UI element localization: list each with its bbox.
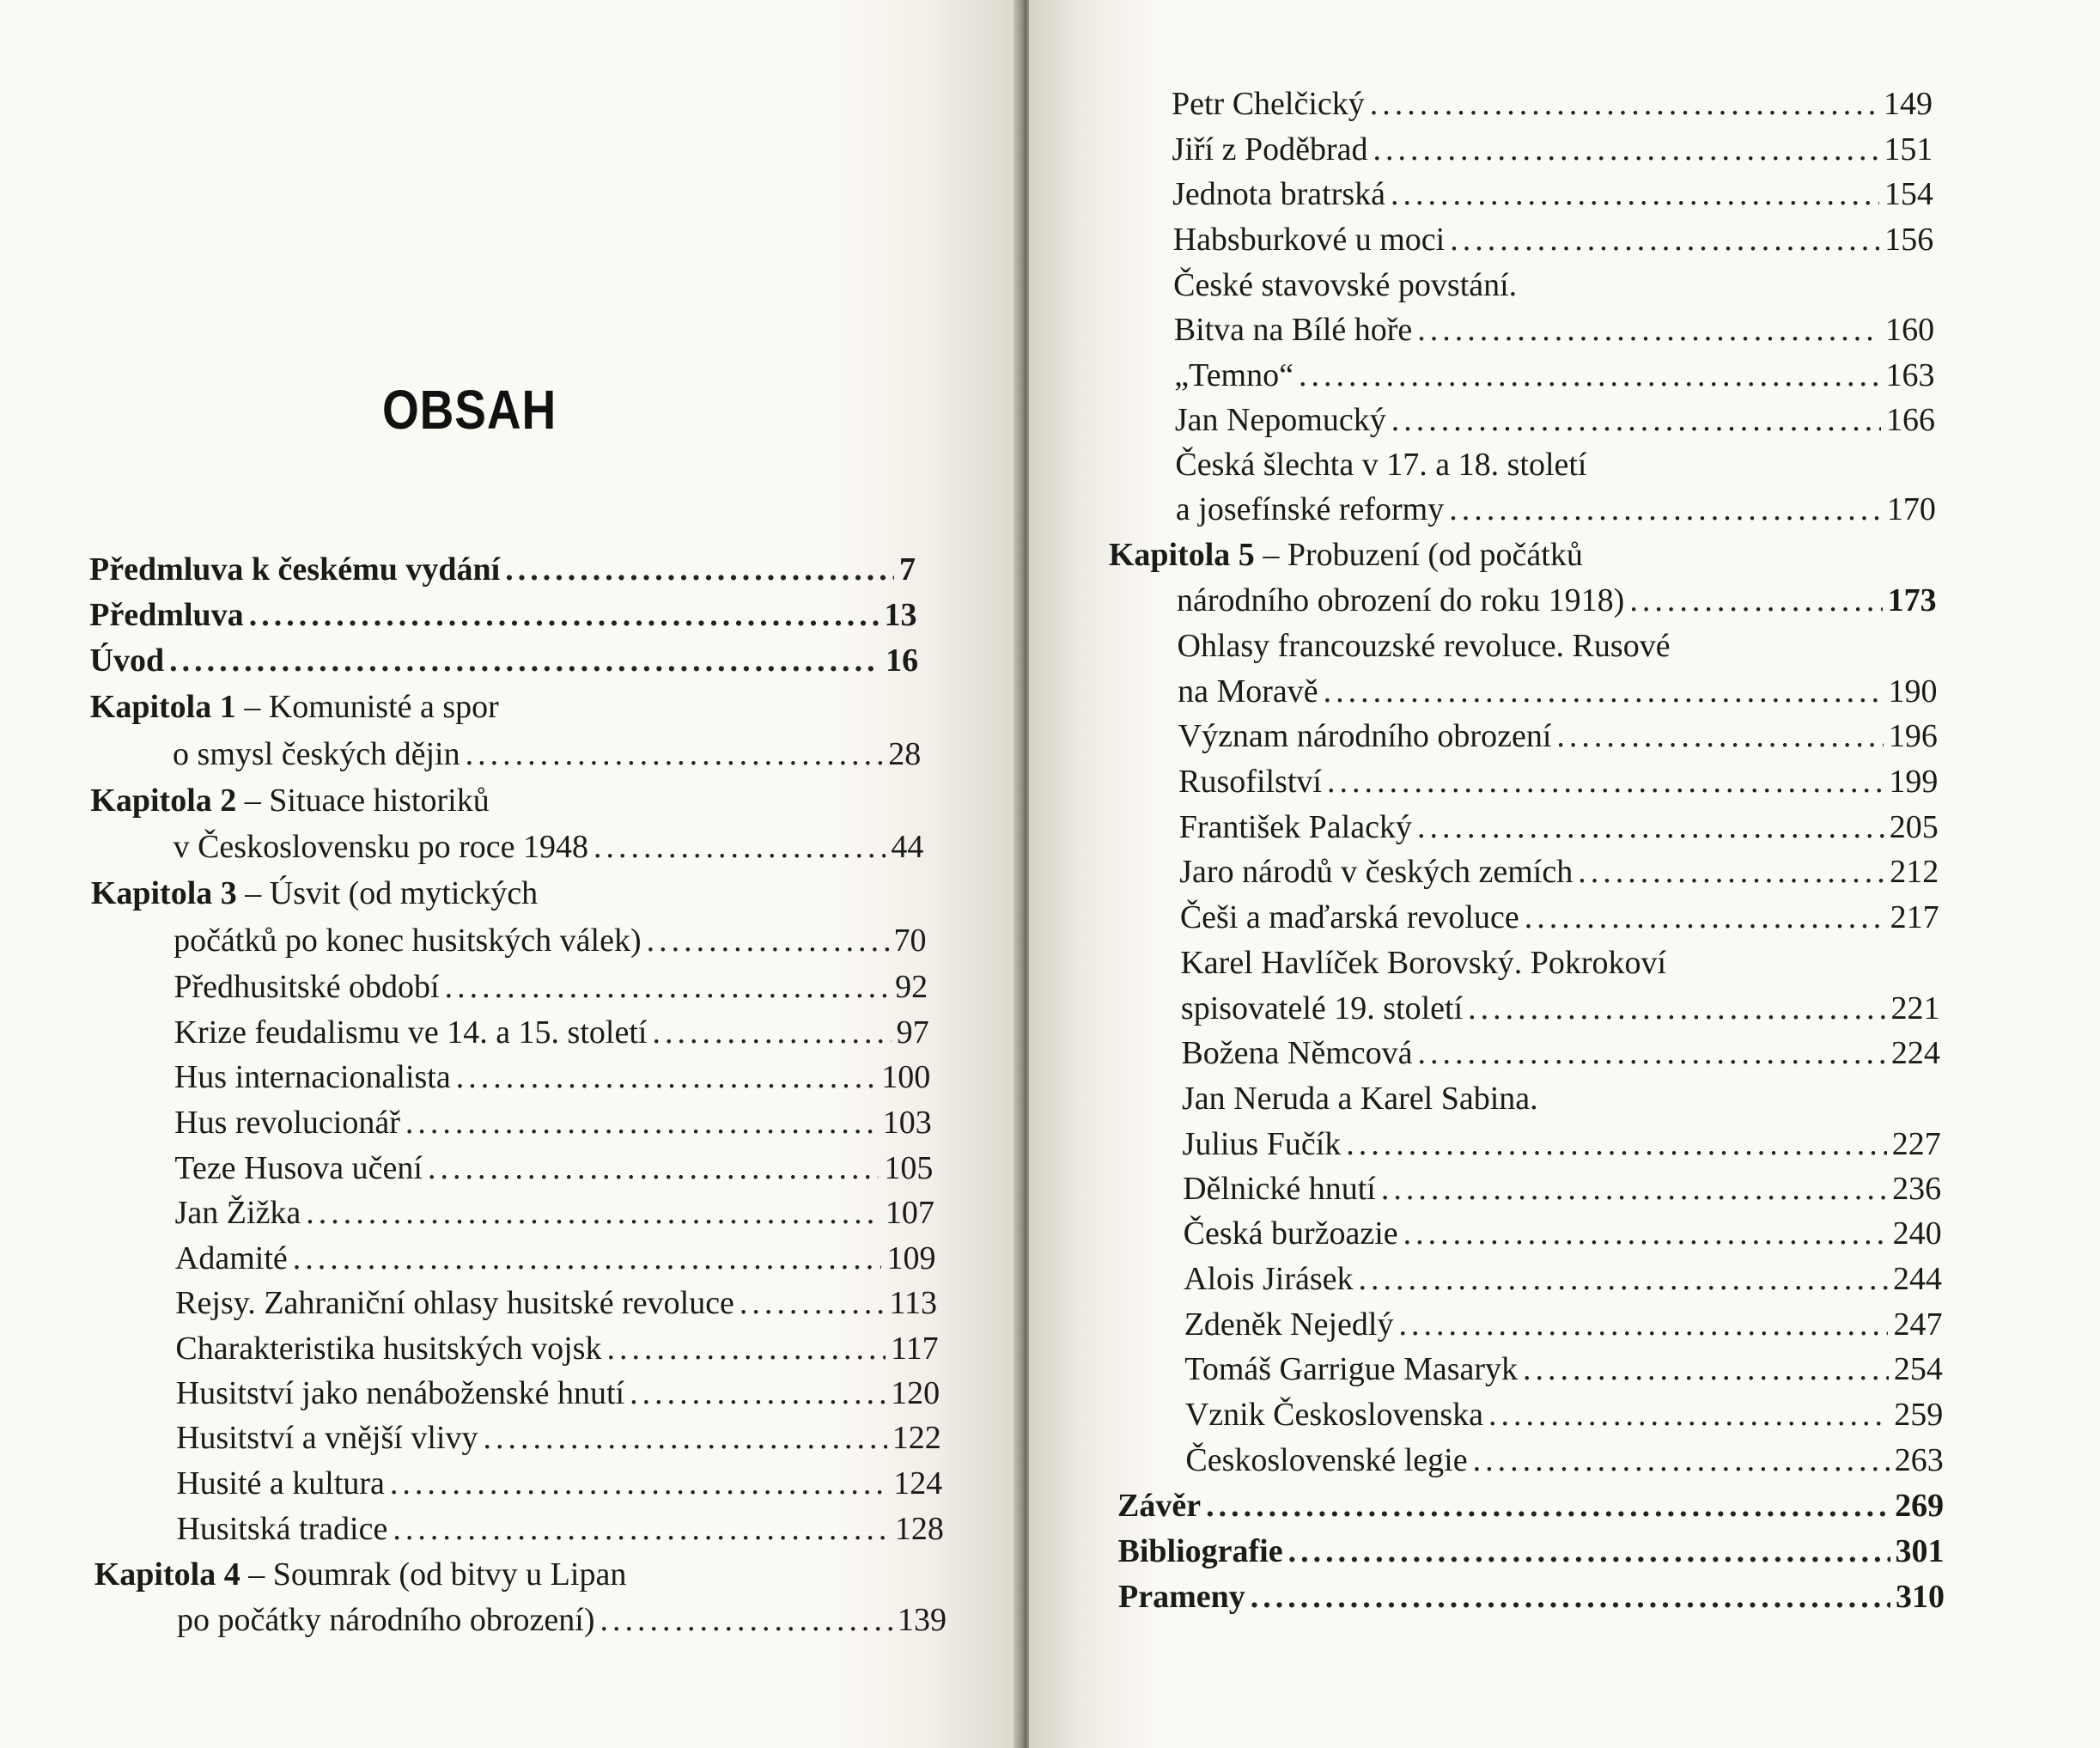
toc-page-number: 227 [1891, 1126, 1941, 1162]
toc-page-number: 44 [891, 829, 924, 865]
dot-leader [1206, 1483, 1890, 1528]
toc-entry [1178, 714, 1938, 758]
toc-line: Karel Havlíček Borovský. Pokrokoví [1180, 945, 1667, 981]
toc-page-number: 160 [1885, 312, 1935, 348]
toc-page-number: 259 [1894, 1397, 1944, 1433]
toc-entry [176, 1416, 941, 1460]
chapter-label: Kapitola 1 [89, 689, 236, 725]
toc-page-number: 254 [1893, 1351, 1943, 1387]
toc-entry [1181, 1031, 1939, 1075]
toc-page-number: 97 [896, 1014, 929, 1051]
dot-leader [306, 1191, 880, 1235]
toc-page-number: 221 [1890, 990, 1940, 1026]
toc-entry-title: Prameny [1118, 1579, 1245, 1615]
toc-entry [174, 1146, 933, 1191]
toc-entry [173, 918, 926, 963]
toc-page-number: 310 [1896, 1579, 1945, 1615]
toc-entry [176, 1507, 943, 1551]
dot-leader [647, 918, 889, 963]
toc-entry-title: Jan Nepomucký [1174, 402, 1386, 438]
toc-entry-title: v Československu po roce 1948 [173, 829, 588, 865]
page-title: OBSAH [382, 379, 557, 441]
toc-entry-title: „Temno“ [1174, 357, 1293, 393]
toc-page-number: 212 [1890, 854, 1939, 890]
dot-leader [1381, 1166, 1887, 1211]
toc-entry-title: Jaro národů v českých zemích [1179, 854, 1573, 890]
dot-leader [1391, 398, 1881, 442]
right-page [1029, 0, 2100, 1748]
toc-page-number: 196 [1888, 718, 1938, 754]
dot-leader [405, 1100, 878, 1145]
dot-leader [393, 1507, 890, 1551]
toc-entry-title: Husitství a vnější vlivy [175, 1420, 478, 1456]
dot-leader [1418, 1031, 1886, 1075]
dot-leader [1556, 714, 1884, 758]
toc-chapter-heading [90, 778, 489, 823]
chapter-title: – Situace historiků [236, 783, 490, 819]
toc-entry [176, 1371, 940, 1416]
toc-entry [1175, 398, 1935, 442]
toc-entry-title: Habsburkové u moci [1172, 222, 1446, 258]
toc-entry [1178, 669, 1937, 714]
toc-entry [175, 1326, 938, 1371]
dot-leader [1629, 578, 1882, 623]
toc-chapter-heading [94, 1552, 627, 1597]
toc-page-number: 163 [1885, 357, 1935, 393]
toc-page-number: 199 [1889, 764, 1939, 800]
toc-entry-title: Češi a maďarská revoluce [1179, 899, 1519, 935]
toc-page-number: 173 [1887, 582, 1937, 618]
toc-page-number: 269 [1895, 1488, 1945, 1524]
toc-entry-title: Úvod [89, 643, 165, 679]
toc-entry-title: Předhusitské období [173, 969, 440, 1005]
toc-entry [175, 1236, 936, 1281]
toc-page-number: 149 [1884, 86, 1933, 122]
toc-entry [174, 1055, 930, 1099]
toc-page-number: 240 [1892, 1215, 1942, 1252]
toc-page-number: 156 [1884, 222, 1934, 258]
toc-entry-title: Charakteristika husitských vojsk [175, 1331, 602, 1367]
toc-entry [1176, 487, 1936, 532]
toc-entry-title: Rusofilství [1178, 764, 1322, 800]
toc-chapter-heading [91, 871, 538, 916]
toc-entry-title: Jan Žižka [174, 1195, 301, 1231]
dot-leader [445, 965, 890, 1009]
dot-leader [1488, 1392, 1889, 1437]
dot-leader [1450, 217, 1879, 262]
toc-page-number: 263 [1894, 1442, 1944, 1478]
toc-entry [1178, 759, 1938, 804]
toc-chapter-heading [90, 685, 499, 729]
toc-page-number: 28 [888, 736, 922, 772]
dot-leader [1523, 1347, 1889, 1392]
toc-entry-title: spisovatelé 19. století [1180, 990, 1464, 1026]
toc-entry-title: Husitství jako nenáboženské hnutí [175, 1375, 625, 1411]
toc-entry-title: Česká buržoazie [1183, 1215, 1398, 1252]
dot-leader [1288, 1529, 1890, 1574]
dot-leader [1346, 1122, 1886, 1166]
toc-entry [175, 1191, 934, 1235]
toc-entry-title: Závěr [1117, 1488, 1202, 1524]
toc-entry-title: Husitská tradice [176, 1511, 388, 1547]
chapter-title: – Komunisté a spor [235, 689, 499, 725]
dot-leader [456, 1055, 876, 1099]
toc-entry [89, 593, 916, 637]
toc-entry-title: Československé legie [1185, 1442, 1468, 1478]
toc-page-number: 151 [1884, 131, 1933, 167]
toc-entry-title: po počátky národního obrození) [177, 1602, 595, 1638]
toc-entry-title: Význam národního obrození [1178, 718, 1552, 754]
dot-leader [1403, 1211, 1888, 1256]
dot-leader [428, 1146, 879, 1191]
toc-entry-title: Jiří z Poděbrad [1172, 131, 1368, 167]
toc-entry-title: Bitva na Bílé hoře [1173, 312, 1413, 348]
toc-entry [1172, 172, 1933, 216]
toc-entry [1173, 217, 1934, 262]
toc-page-number: 103 [882, 1105, 932, 1141]
toc-line: Česká šlechta v 17. a 18. století [1175, 447, 1587, 483]
toc-entry-title: Rejsy. Zahraniční ohlasy husitské revoluce [175, 1285, 734, 1321]
toc-page-number: 113 [889, 1285, 938, 1321]
toc-page-number: 120 [891, 1375, 940, 1411]
dot-leader [1299, 353, 1881, 398]
toc-page-number: 224 [1890, 1035, 1940, 1071]
toc-entry [1183, 1122, 1941, 1166]
dot-leader [630, 1371, 886, 1416]
toc-entry [177, 1598, 947, 1642]
dot-leader [1417, 805, 1884, 850]
toc-entry [1180, 895, 1939, 940]
toc-entry [1179, 805, 1939, 850]
toc-page-number: 107 [885, 1195, 934, 1231]
toc-page-number: 170 [1886, 491, 1936, 527]
toc-entry [1179, 850, 1939, 894]
toc-page-number: 70 [893, 923, 927, 959]
toc-page-number: 13 [884, 597, 917, 633]
toc-entry [175, 1281, 937, 1325]
dot-leader [1525, 895, 1885, 940]
toc-entry [173, 732, 921, 777]
toc-entry [1181, 986, 1940, 1031]
toc-entry-title: Hus revolucionář [174, 1105, 400, 1141]
dot-leader [466, 732, 884, 777]
toc-entry [1117, 1483, 1944, 1528]
toc-entry-title: a josefínské reformy [1175, 491, 1445, 527]
dot-leader [1449, 487, 1882, 532]
dot-leader [505, 547, 894, 592]
toc-page-number: 7 [899, 551, 916, 588]
toc-chapter-heading [1109, 533, 1583, 577]
toc-page-number: 154 [1884, 176, 1933, 212]
toc-entry [90, 638, 919, 683]
dot-leader [1251, 1574, 1890, 1619]
toc-page-number: 100 [881, 1059, 931, 1095]
dot-leader [483, 1416, 886, 1460]
dot-leader [1391, 172, 1879, 216]
toc-page-number: 247 [1893, 1306, 1943, 1343]
toc-entry-title: Předmluva [89, 597, 244, 633]
dot-leader [249, 593, 880, 637]
dot-leader [1398, 1302, 1888, 1347]
chapter-title: – Úsvit (od mytických [236, 875, 539, 911]
toc-entry [174, 1100, 932, 1145]
toc-entry [1174, 308, 1934, 352]
toc-entry-title: Krize feudalismu ve 14. a 15. století [173, 1014, 648, 1051]
toc-entry [1174, 353, 1934, 398]
toc-page-number: 124 [893, 1465, 943, 1501]
toc-entry-title: Adamité [174, 1240, 288, 1276]
toc-entry-title: Zdeněk Nejedlý [1184, 1306, 1394, 1343]
toc-page-number: 105 [884, 1150, 934, 1186]
toc-line: Jan Neruda a Karel Sabina. [1182, 1081, 1538, 1117]
toc-entry-title: Tomáš Garrigue Masaryk [1184, 1351, 1519, 1387]
toc-entry-title: Božena Němcová [1181, 1035, 1413, 1071]
toc-page-number: 128 [894, 1511, 944, 1547]
dot-leader [606, 1326, 886, 1371]
dot-leader [593, 825, 886, 869]
toc-entry-title: Dělnické hnutí [1183, 1171, 1376, 1207]
toc-entry [1172, 127, 1933, 172]
toc-entry [1118, 1529, 1945, 1574]
dot-leader [1473, 1438, 1890, 1483]
toc-line: České stavovské povstání. [1173, 267, 1518, 303]
toc-page-number: 190 [1888, 673, 1938, 710]
toc-page-number: 122 [892, 1420, 941, 1456]
toc-entry [1183, 1166, 1941, 1211]
toc-entry-title: národního obrození do roku 1918) [1177, 582, 1625, 618]
dot-leader [1417, 308, 1880, 352]
toc-entry [1185, 1438, 1943, 1483]
dot-leader [1327, 759, 1884, 804]
dot-leader [652, 1010, 891, 1055]
chapter-label: Kapitola 4 [94, 1556, 240, 1593]
toc-entry [173, 965, 928, 1009]
toc-page-number: 301 [1895, 1533, 1945, 1569]
dot-leader [740, 1281, 885, 1325]
toc-entry [1184, 1257, 1942, 1301]
chapter-title: – Soumrak (od bitvy u Lipan [240, 1556, 627, 1593]
dot-leader [1324, 669, 1884, 714]
toc-entry-title: Husité a kultura [176, 1465, 385, 1501]
toc-entry-title: počátků po konec husitských válek) [173, 923, 642, 959]
toc-page-number: 236 [1892, 1171, 1942, 1207]
toc-entry [89, 547, 916, 592]
toc-entry [173, 825, 924, 869]
toc-entry [1177, 578, 1937, 623]
dot-leader [1373, 127, 1878, 172]
toc-page-number: 217 [1890, 899, 1939, 935]
dot-leader [390, 1461, 888, 1506]
toc-line: Ohlasy francouzské revoluce. Rusové [1177, 628, 1671, 664]
toc-page-number: 117 [891, 1331, 939, 1367]
dot-leader [600, 1598, 892, 1642]
chapter-label: Kapitola 3 [90, 875, 237, 911]
left-page [0, 0, 1019, 1748]
toc-entry [1184, 1302, 1943, 1347]
toc-page-number: 109 [886, 1240, 936, 1276]
toc-entry-title: Hus internacionalista [173, 1059, 451, 1095]
chapter-title: – Probuzení (od počátků [1254, 537, 1583, 573]
toc-entry [176, 1461, 942, 1506]
toc-entry [1185, 1392, 1943, 1437]
toc-entry [1172, 82, 1933, 126]
toc-entry-title: Jednota bratrská [1172, 176, 1386, 212]
toc-entry-title: Julius Fučík [1182, 1126, 1342, 1162]
dot-leader [293, 1236, 882, 1281]
toc-entry-title: Předmluva k českému vydání [89, 551, 501, 588]
toc-entry [1184, 1211, 1942, 1256]
toc-page-number: 166 [1885, 402, 1935, 438]
toc-entry-title: Vznik Československa [1184, 1397, 1484, 1433]
toc-entry [1184, 1347, 1943, 1392]
toc-entry-title: o smysl českých dějin [173, 736, 460, 772]
toc-entry [174, 1010, 929, 1055]
toc-page-number: 16 [886, 643, 919, 679]
toc-page-number: 92 [895, 969, 928, 1005]
toc-entry-title: Bibliografie [1117, 1533, 1283, 1569]
toc-page-number: 244 [1893, 1261, 1943, 1297]
toc-entry-title: na Moravě [1178, 673, 1318, 710]
toc-entry [1118, 1574, 1945, 1619]
toc-page-number: 139 [898, 1602, 947, 1638]
dot-leader [1359, 1257, 1888, 1301]
toc-entry-title: Alois Jirásek [1184, 1261, 1354, 1297]
dot-leader [169, 638, 880, 683]
dot-leader [1468, 986, 1885, 1031]
dot-leader [1578, 850, 1884, 894]
toc-page-number: 205 [1889, 809, 1939, 845]
toc-entry-title: František Palacký [1178, 809, 1412, 845]
chapter-label: Kapitola 5 [1108, 537, 1255, 573]
chapter-label: Kapitola 2 [90, 783, 237, 819]
dot-leader [1370, 82, 1878, 126]
toc-entry-title: Teze Husova učení [174, 1150, 423, 1186]
toc-entry-title: Petr Chelčický [1172, 86, 1365, 122]
